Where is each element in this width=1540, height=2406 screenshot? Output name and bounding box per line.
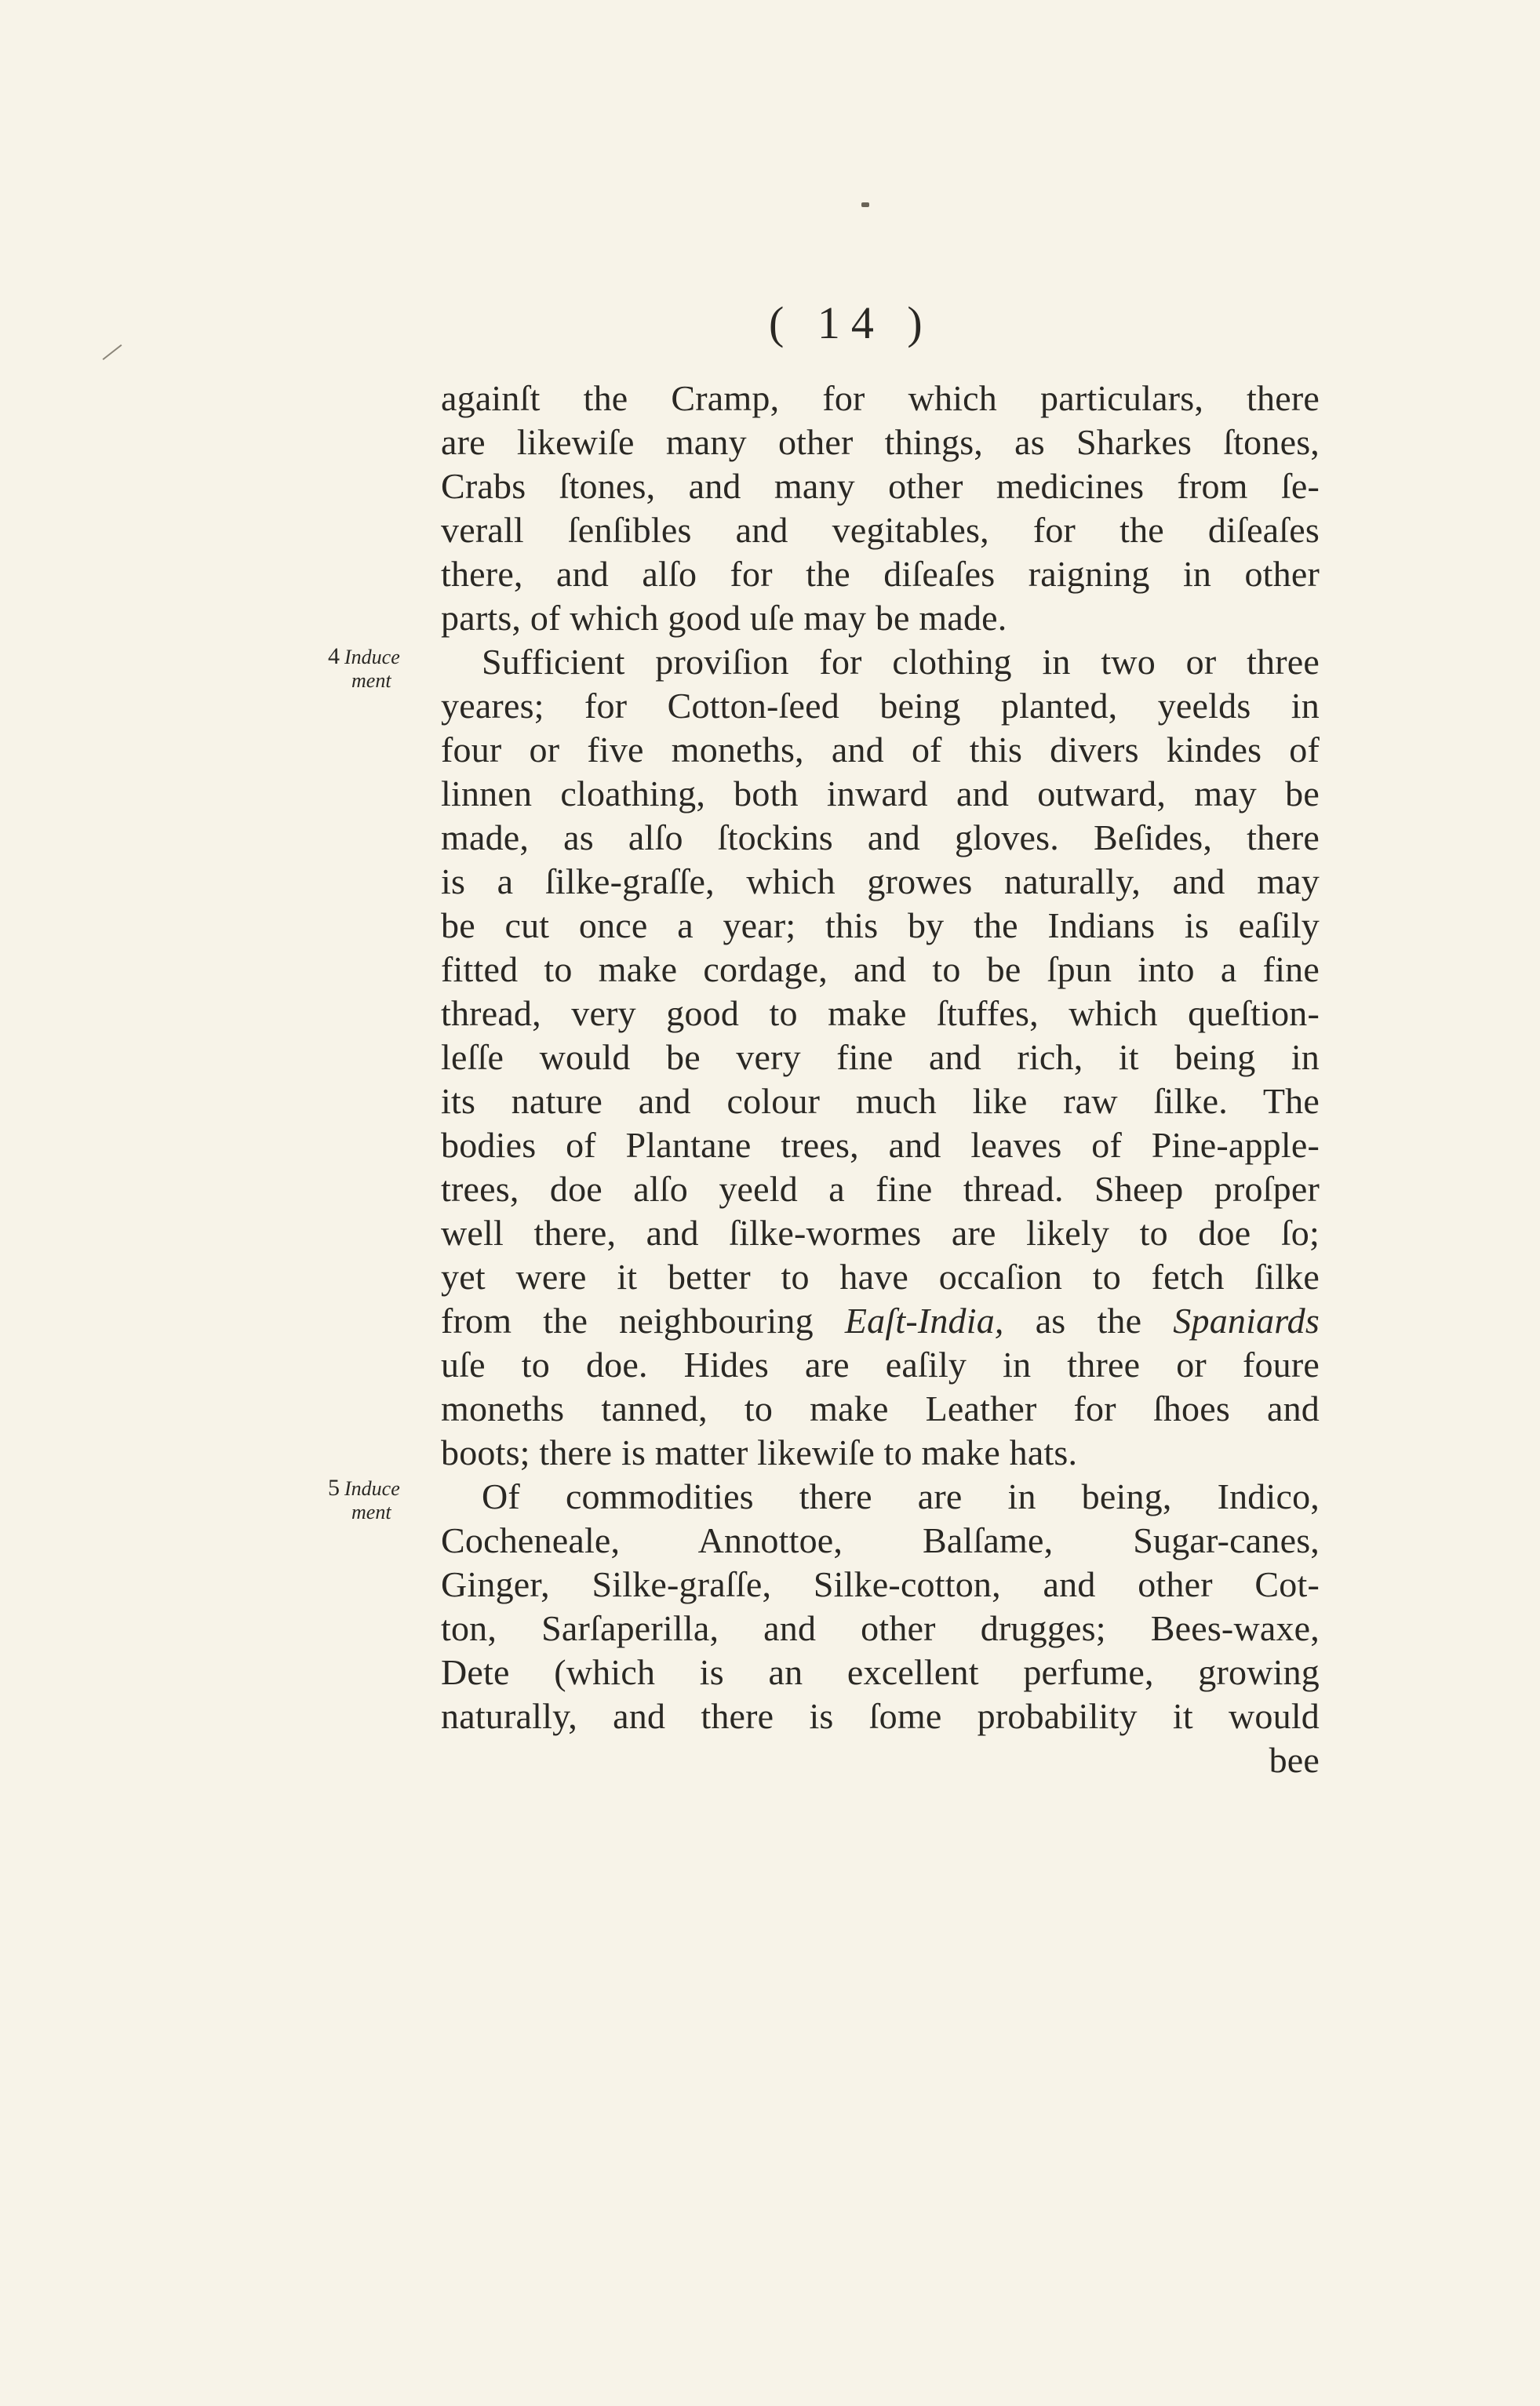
text-line: Ginger, Silke-graſſe, Silke-cotton, and other Cot- bbox=[441, 1564, 1320, 1604]
body-text bbox=[441, 377, 1320, 1782]
text-line: fitted to make cordage, and to be ſpun into a fine bbox=[441, 949, 1320, 989]
text-line: moneths tanned, to make Leather for ſhoes and bbox=[441, 1389, 1320, 1429]
text-line: well there, and ſilke-wormes are likely to doe ſo; bbox=[441, 1213, 1320, 1253]
text-line: linnen cloathing, both inward and outward, may be bbox=[441, 773, 1320, 814]
text-line: Sufficient proviſion for clothing in two or three bbox=[482, 642, 1320, 682]
text-line: four or five moneths, and of this divers kindes of bbox=[441, 730, 1320, 770]
text-line: boots; there is matter likewiſe to make hats. bbox=[441, 1432, 1078, 1472]
text-line: uſe to doe. Hides are eaſily in three or foure bbox=[441, 1345, 1320, 1385]
text-line: verall ſenſibles and vegitables, for the diſeaſes bbox=[441, 510, 1320, 550]
text-segment: from the neighbouring bbox=[441, 1301, 814, 1341]
text-line: leſſe would be very fine and rich, it being in bbox=[441, 1037, 1320, 1077]
text-line: Crabs ſtones, and many other medicines from ſe- bbox=[441, 466, 1320, 506]
text-line: parts, of which good uſe may be made. bbox=[441, 598, 1007, 638]
margin-note-continuation: ment bbox=[351, 1501, 391, 1523]
italic-people-name: Spaniards bbox=[1173, 1301, 1320, 1341]
text-line: Cocheneale, Annottoe, Balſame, Sugar-canes, bbox=[441, 1520, 1320, 1560]
pencil-mark bbox=[103, 344, 122, 360]
catchword: bee bbox=[1269, 1740, 1320, 1780]
text-line-mixed bbox=[441, 1299, 1320, 1343]
margin-note-continuation: ment bbox=[351, 669, 391, 692]
margin-note-5 bbox=[328, 1476, 438, 1524]
text-segment: as the bbox=[1035, 1301, 1142, 1341]
text-line: thread, very good to make ſtuffes, which queſtion- bbox=[441, 993, 1320, 1033]
ink-speck bbox=[861, 202, 869, 207]
text-line: its nature and colour much like raw ſilke. The bbox=[441, 1081, 1320, 1121]
text-line: yeares; for Cotton-ſeed being planted, yeelds in bbox=[441, 686, 1320, 726]
text-line: ton, Sarſaperilla, and other drugges; Bees-waxe, bbox=[441, 1608, 1320, 1648]
text-line: there, and alſo for the diſeaſes raigning in other bbox=[441, 554, 1320, 594]
text-line: naturally, and there is ſome probability it would bbox=[441, 1696, 1320, 1736]
text-line: be cut once a year; this by the Indians is eaſily bbox=[441, 905, 1320, 945]
text-line: made, as alſo ſtockins and gloves. Beſides, there bbox=[441, 817, 1320, 857]
italic-place-name: Eaſt-India, bbox=[844, 1301, 1004, 1341]
text-line: are likewiſe many other things, as Sharkes ſtones, bbox=[441, 422, 1320, 462]
text-line: Dete (which is an excellent perfume, growing bbox=[441, 1652, 1320, 1692]
text-line: againſt the Cramp, for which particulars, there bbox=[441, 378, 1320, 418]
text-line: trees, doe alſo yeeld a fine thread. Sheep proſper bbox=[441, 1169, 1320, 1209]
margin-note-word: Induce bbox=[344, 1477, 400, 1500]
text-line: Of commodities there are in being, Indico, bbox=[482, 1476, 1320, 1516]
margin-note-number: 4 bbox=[328, 643, 340, 669]
margin-note-number: 5 bbox=[328, 1475, 340, 1501]
text-line: bodies of Plantane trees, and leaves of Pine-apple- bbox=[441, 1125, 1320, 1165]
page-number: ( 14 ) bbox=[769, 297, 934, 348]
text-line: yet were it better to have occaſion to fetch ſilke bbox=[441, 1257, 1320, 1297]
text-line: is a ſilke-graſſe, which growes naturally, and may bbox=[441, 861, 1320, 901]
margin-note-4 bbox=[328, 645, 438, 693]
margin-note-word: Induce bbox=[344, 646, 400, 668]
